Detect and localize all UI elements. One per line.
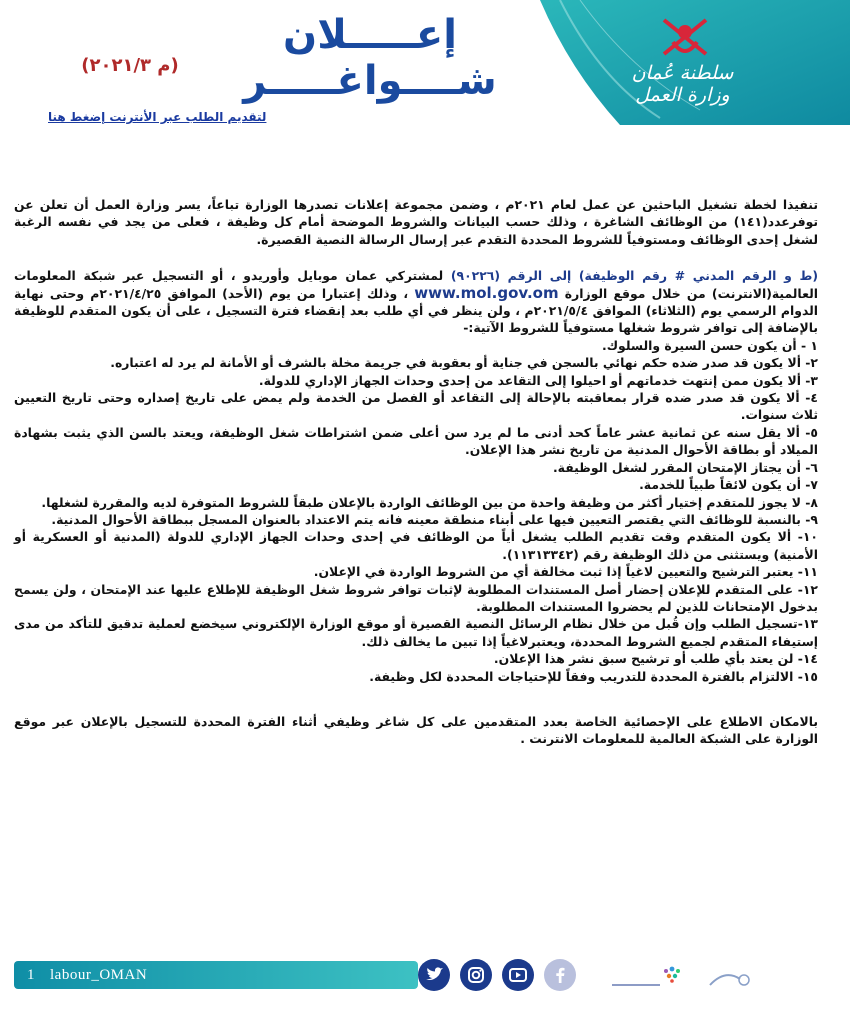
social-handle: labour_OMAN [50,967,148,983]
condition-item: ١٤- لن يعتد بأي طلب أو ترشيح سبق نشر هذا الإعلان. [493,651,818,667]
facebook-icon[interactable] [544,959,576,991]
condition-item: ٣- ألا يكون ممن إنتهت خدماتهم أو احيلوا إلى التقاعد من إحدى وحدات الجهاز الإداري للدولة. [258,372,818,388]
condition-item: ١ - أن يكون حسن السيرة والسلوك. [601,337,818,353]
page-number: 1 [27,967,35,983]
intro-paragraph: تنفيذا لخطة تشغيل الباحثين عن عمل لعام ٢٠٢١م ، وضمن مجموعة إعلانات تصدرها الوزارة تباعاً، يسر وزارة العمل أن تعلن عن توفرعدد(١٤١) من الوظائف الشاغرة ، وذلك حسب البيانات والشروط الموضحة أمام كل وظيفة ، فعلى من يجد في نفسه الرغبة لشغل إحدى الوظائف ومستوفياً للشروط المحددة التقدم عبر إرسال الرسالة النصية القصيرة. [14,197,818,247]
ministry-logo [610,62,755,106]
registration-paragraph [14,267,818,337]
instagram-icon[interactable] [460,959,492,991]
registration-text-1: لمشتركي عمان موبايل وأوريدو ، أو التسجيل عبر شبكة المعلومات العالمية(الانترنت) من خلال موقع الوزارة [14,268,818,301]
registration-text-2: ، وذلك إعتبارا من يوم (الأحد) الموافق ٢٠٢١/٤/٢٥م وحتى نهاية الدوام الرسمي يوم (الثلاثاء) الموافق ٢٠٢١/٥/٤م ، ولن ينظر في أي طلب بعد إنقضاء فترة التسجيل ، على أن يكون المتقدم للوظيفة بالإضافة إلى توافر شروط شغلها مستوفياً للشروط الآتية:- [14,285,818,336]
condition-item: ١٢- على المتقدم للإعلان إحضار أصل المستندات المطلوبة لإثبات توافر شروط شغل الوظيفة للإطلاع عليها عند الإمتحان ، ولن يسمح بدخول الإمتحانات للذين لم يحضروا المستندات المطلوبة. [14,581,818,614]
condition-item: ٥- ألا يقل سنه عن ثمانية عشر عاماً كحد أدنى ما لم يرد سن أعلى ضمن اشتراطات شغل الوظيفة، ويعتد بالسن الذي يثبت بشهادة الميلاد أو بطاقة الأحوال المدنية من تاريخ نشر هذا الإعلان. [14,424,818,458]
header [0,0,850,124]
announcement-body [14,196,818,748]
twitter-icon[interactable] [418,959,450,991]
condition-item: ٤- ألا يكون قد صدر ضده قرار بمعاقبته بالإحالة إلى التقاعد أو الفصل من الخدمة ولم يمض على تاريخ إصداره وحتى تاريخ التعيين ثلاث سنوات. [14,390,818,423]
closing-paragraph: بالامكان الاطلاع على الإحصائية الخاصة بعدد المتقدمين على كل شاغر وظيفي أثناء الفترة المحددة للتسجيل بالإعلان عبر موقع الوزارة على الشبكة العالمية للمعلومات الانترنت . [14,713,818,747]
condition-item: ٦- أن يجتاز الإمتحان المقرر لشغل الوظيفة. [552,459,818,475]
apply-online-link[interactable]: لتقديم الطلب عبر الأنترنت إضغط هنا [48,110,267,124]
condition-item: ١٥- الالتزام بالفترة المحددة للتدريب وفقاً للإحتياجات المحددة لكل وظيفة. [369,668,818,684]
condition-item: ١٣-تسجيل الطلب وإن قُبل من خلال نظام الرسائل النصية القصيرة أو موقع الوزارة الإلكتروني سيخضع لعملية تدقيق للتأكد من مدى إستيفاء المتقدم لجميع الشروط المحددة، ويعتبرلاغياً إذا تبين ما يخالف ذلك. [14,616,818,649]
partner-logo-icon [610,959,700,995]
sms-format: (ط و الرقم المدني # رقم الوظيفة) إلى الرقم (٩٠٢٢٦) [450,268,818,284]
footer [0,945,850,1009]
condition-item: ١٠- ألا يكون المتقدم وقت تقديم الطلب يشغل أياً من الوظائف في إحدى وحدات الجهاز الإداري للدولة (المدنية أو العسكرية أو الأمنية) ويستثنى من ذلك الوظيفة رقم (١١٣١٣٣٤٢). [14,529,818,562]
condition-item: ٩- بالنسبة للوظائف التي يقتصر التعيين فيها على أبناء منطقة معينه فانه يتم الاعتداد بالعنوان المسجل ببطاقة الأحوال المدنية. [51,511,818,527]
title-date: (م ٢٠٢١/٣) [81,55,179,76]
vision-logo-icon [700,965,760,995]
page-title: إعـــــلان شــــواغـــــر [243,12,497,104]
ministry-website-link[interactable]: www.mol.gov.om [414,283,559,302]
youtube-icon[interactable] [502,959,534,991]
condition-item: ٨- لا يجوز للمتقدم إختيار أكثر من وظيفة واحدة من بين الوظائف الواردة بالإعلان طبقاً للشروط المتوفرة لديه والمقررة لشغلها. [41,494,818,510]
oman-emblem-icon [658,12,712,62]
ministry-logo-line1: سلطنة عُمان [631,62,734,84]
condition-item: ١١- يعتبر الترشيح والتعيين لاغياً إذا ثبت مخالفة أي من الشروط الواردة في الإعلان. [313,564,818,580]
condition-item: ٢- ألا يكون قد صدر ضده حكم نهائي بالسجن في جناية أو بعقوبة في جريمة مخلة بالشرف أو الأمانة لم يرد له اعتباره. [110,355,818,371]
ministry-logo-line2: وزارة العمل [635,84,730,106]
condition-item: ٧- أن يكون لائقاً طبياً للخدمة. [639,477,818,493]
